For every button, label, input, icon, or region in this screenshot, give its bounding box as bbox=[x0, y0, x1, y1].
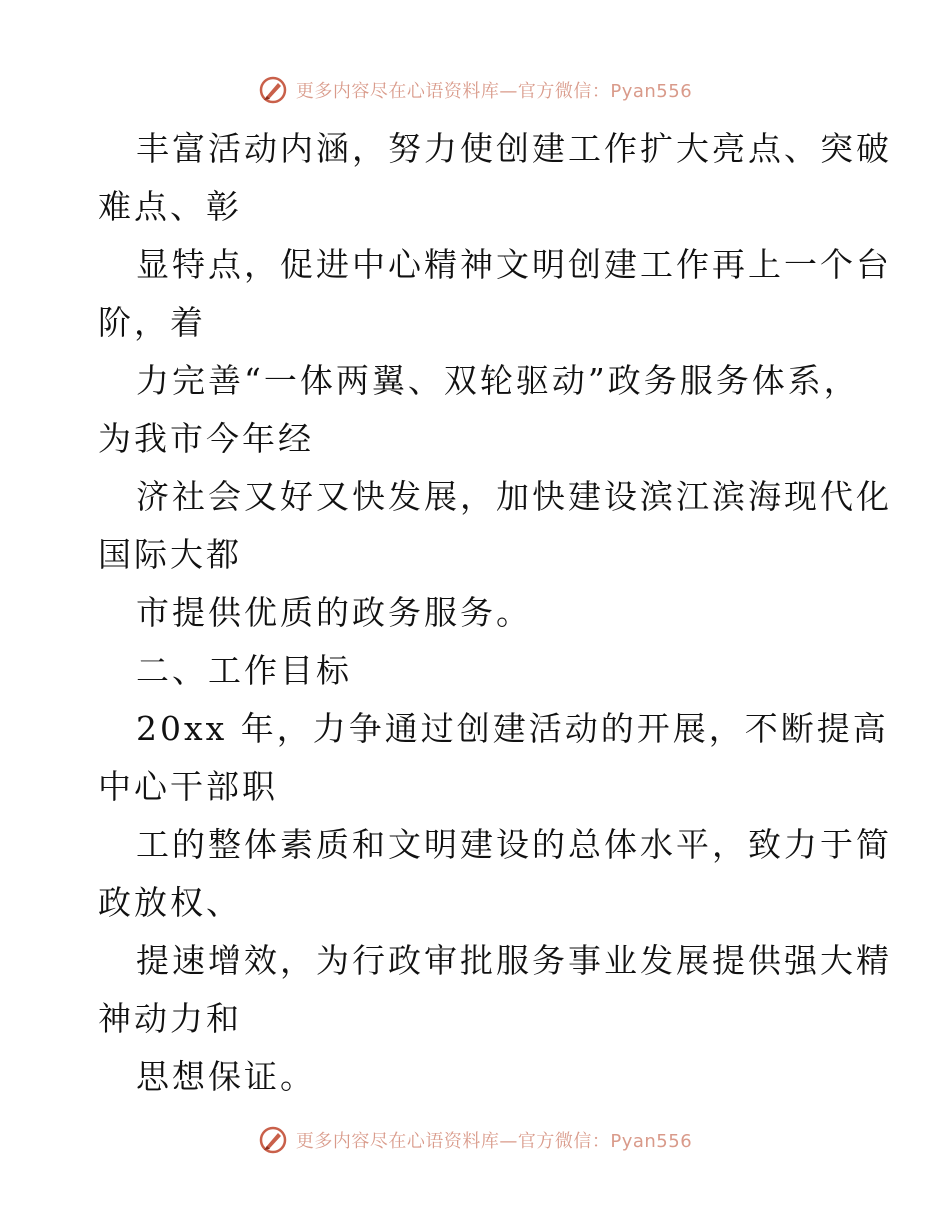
text-line: 思想保证。 bbox=[136, 1057, 316, 1096]
text-line: 提速增效，为行政审批服务事业发展提供强大精 bbox=[136, 941, 892, 980]
footer-watermark bbox=[0, 1120, 950, 1160]
text-line: 20xx 年，力争通过创建活动的开展，不断提高 bbox=[136, 709, 889, 748]
text-line: 济社会又好又快发展，加快建设滨江滨海现代化 bbox=[136, 477, 892, 516]
text-line: 神动力和 bbox=[98, 999, 242, 1038]
watermark-text: 更多内容尽在心语资料库—官方微信：Pyan556 bbox=[295, 1131, 693, 1152]
header-watermark bbox=[0, 70, 950, 110]
text-line: 市提供优质的政务服务。 bbox=[136, 593, 532, 632]
document-body bbox=[98, 120, 892, 1106]
text-line: 国际大都 bbox=[98, 535, 242, 574]
text-line: 难点、彰 bbox=[98, 187, 242, 226]
text-line: 显特点，促进中心精神文明创建工作再上一个台 bbox=[136, 245, 892, 284]
text-line: 二、工作目标 bbox=[136, 651, 352, 690]
watermark-text: 更多内容尽在心语资料库—官方微信：Pyan556 bbox=[295, 81, 693, 102]
text-line: 中心干部职 bbox=[98, 767, 278, 806]
text-line: 丰富活动内涵，努力使创建工作扩大亮点、突破 bbox=[136, 129, 892, 168]
pen-logo-icon bbox=[258, 75, 288, 105]
pen-logo-icon bbox=[258, 1125, 288, 1155]
text-line: 阶，着 bbox=[98, 303, 206, 342]
text-line: 力完善“一体两翼、双轮驱动”政务服务体系， bbox=[136, 361, 860, 400]
text-line: 为我市今年经 bbox=[98, 419, 314, 458]
text-line: 政放权、 bbox=[98, 883, 242, 922]
text-line: 工的整体素质和文明建设的总体水平，致力于简 bbox=[136, 825, 892, 864]
